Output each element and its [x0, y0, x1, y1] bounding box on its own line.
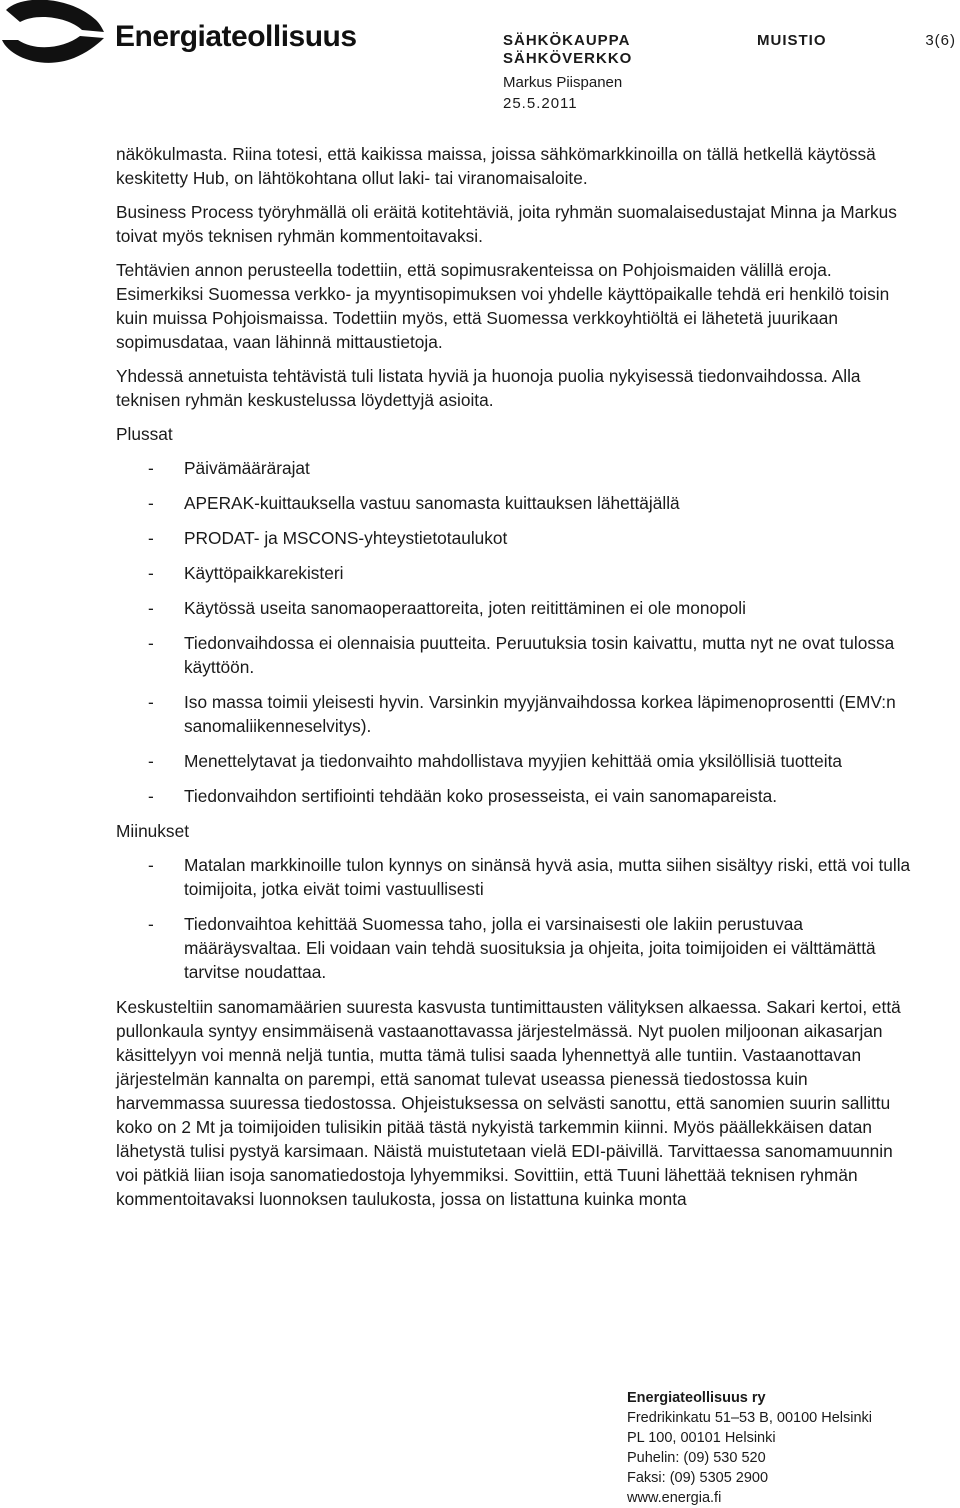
department-line-1: SÄHKÖKAUPPA — [503, 32, 631, 49]
dash: - — [148, 855, 154, 875]
document-date: 25.5.2011 — [503, 95, 578, 112]
dash: - — [148, 598, 154, 618]
page-number: 3(6) — [925, 32, 956, 49]
footer-org: Energiateollisuus ry — [627, 1390, 766, 1406]
footer — [627, 1388, 872, 1508]
list-item — [116, 853, 916, 901]
dash: - — [148, 528, 154, 548]
dash: - — [148, 633, 154, 653]
list-item-text: Tiedonvaihdon sertifiointi tehdään koko prosesseista, ei vain sanomapareista. — [184, 786, 778, 806]
list-item — [116, 526, 916, 550]
list-item-text: Tiedonvaihtoa kehittää Suomessa taho, jolla ei varsinaisesti ole lakiin perustuvaa määräysvaltaa. Eli voidaan vain tehdä suosituksia ja ohjeita, joita toimijoiden ei välttämättä tarvitse noudattaa. — [184, 914, 876, 982]
list-item — [116, 561, 916, 585]
dash: - — [148, 914, 154, 934]
plus-list — [116, 456, 916, 808]
list-item — [116, 596, 916, 620]
plus-label: Plussat — [116, 424, 173, 444]
logo — [0, 0, 357, 66]
footer-phone: Puhelin: (09) 530 520 — [627, 1450, 766, 1466]
dash: - — [148, 493, 154, 513]
list-item-text: Käyttöpaikkarekisteri — [184, 563, 344, 583]
list-item-text: Käytössä useita sanomaoperaattoreita, joten reitittäminen ei ole monopoli — [184, 598, 746, 618]
list-item — [116, 749, 916, 773]
document-body — [116, 142, 916, 1221]
list-item-text: APERAK-kuittauksella vastuu sanomasta kuittauksen lähettäjällä — [184, 493, 680, 513]
list-item-text: Iso massa toimii yleisesti hyvin. Varsinkin myyjänvaihdossa korkea läpimenoprosentti (EMV:n sanomaliikenneselvitys). — [184, 692, 896, 736]
footer-website-link[interactable]: www.energia.fi — [627, 1490, 722, 1506]
list-item — [116, 912, 916, 984]
department — [503, 32, 632, 68]
list-item — [116, 491, 916, 515]
paragraph: Keskusteltiin sanomamäärien suuresta kasvusta tuntimittausten välityksen alkaessa. Sakari kertoi, että pullonkaula syntyy ensimmäisenä vastaanottavassa järjestelmässä. Nyt puolen miljoonan aikasarjan käsittelyyn voi mennä neljä tuntia, mutta tämä tulisi saada lyhennettyä alle tuntiin. Vastaanottavan järjestelmän kannalta on parempi, että sanomat tulevat useassa pienessä tiedostossa kuin harvemmassa suuressa tiedostossa. Ohjeistuksessa on selvästi sanottu, että sanomien suurin sallittu koko on 2 Mt ja toimijoiden tulisikin pitää tästä nykyistä tarkemmin kiinni. Myös päällekkäisen datan lähetystä tulisi pystyä karsimaan. Näistä muistutetaan vielä EDI-päivillä. Tarvittaessa sanomamuunnin voi pätkiä liian isoja sanomatiedostoja lyhyemmiksi. Sovittiin, että Tuuni lähettää teknisen ryhmän kommentoitavaksi luonnoksen taulukosta, jossa on listattuna kuinka monta — [116, 997, 901, 1209]
author: Markus Piispanen — [503, 74, 623, 91]
dash: - — [148, 692, 154, 712]
list-item-text: PRODAT- ja MSCONS-yhteystietotaulukot — [184, 528, 508, 548]
footer-po-box: PL 100, 00101 Helsinki — [627, 1430, 776, 1446]
list-item-text: Matalan markkinoille tulon kynnys on sinänsä hyvä asia, mutta siihen sisältyy riski, että voi tulla toimijoita, jotka eivät toimi vastuullisesti — [184, 855, 911, 899]
paragraph: Tehtävien annon perusteella todettiin, että sopimusrakenteissa on Pohjoismaiden välillä eroja. Esimerkiksi Suomessa verkko- ja myyntisopimuksen voi yhdelle käyttöpaikalle tehdä eri henkilö toisin kuin muissa Pohjoismaissa. Todettiin myös, että Suomessa verkkoyhtiöltä ei lähetetä juurikaan sopimusdataa, vaan lähinnä mittaustietoja. — [116, 260, 890, 352]
list-item-text: Päivämäärärajat — [184, 458, 310, 478]
department-line-2: SÄHKÖVERKKO — [503, 50, 633, 67]
list-item — [116, 631, 916, 679]
energy-logo-icon — [0, 0, 108, 66]
minus-list — [116, 853, 916, 984]
footer-address: Fredrikinkatu 51–53 B, 00100 Helsinki — [627, 1410, 873, 1426]
paragraph: Yhdessä annetuista tehtävistä tuli listata hyviä ja huonoja puolia nykyisessä tiedonvaihdossa. Alla teknisen ryhmän keskustelussa löydettyjä asioita. — [116, 366, 861, 410]
list-item-text: Tiedonvaihdossa ei olennaisia puutteita. Peruutuksia tosin kaivattu, mutta nyt ne ovat tulossa käyttöön. — [184, 633, 895, 677]
dash: - — [148, 786, 154, 806]
paragraph: Business Process työryhmällä oli eräitä kotitehtäviä, joita ryhmän suomalaisedustajat Minna ja Markus toivat myös teknisen ryhmän kommentoitavaksi. — [116, 202, 897, 246]
list-item — [116, 784, 916, 808]
paragraph: näkökulmasta. Riina totesi, että kaikissa maissa, joissa sähkömarkkinoilla on tällä hetkellä käytössä keskitetty Hub, on lähtökohtana ollut laki- tai viranomaisaloite. — [116, 144, 876, 188]
dash: - — [148, 458, 154, 478]
dash: - — [148, 563, 154, 583]
minus-label: Miinukset — [116, 821, 189, 841]
dash: - — [148, 751, 154, 771]
footer-fax: Faksi: (09) 5305 2900 — [627, 1470, 769, 1486]
logo-text: Energiateollisuus — [115, 20, 357, 53]
list-item-text: Menettelytavat ja tiedonvaihto mahdollistava myyjien kehittää omia yksilöllisiä tuotteita — [184, 751, 842, 771]
document-type: MUISTIO — [757, 32, 827, 49]
list-item — [116, 456, 916, 480]
list-item — [116, 690, 916, 738]
